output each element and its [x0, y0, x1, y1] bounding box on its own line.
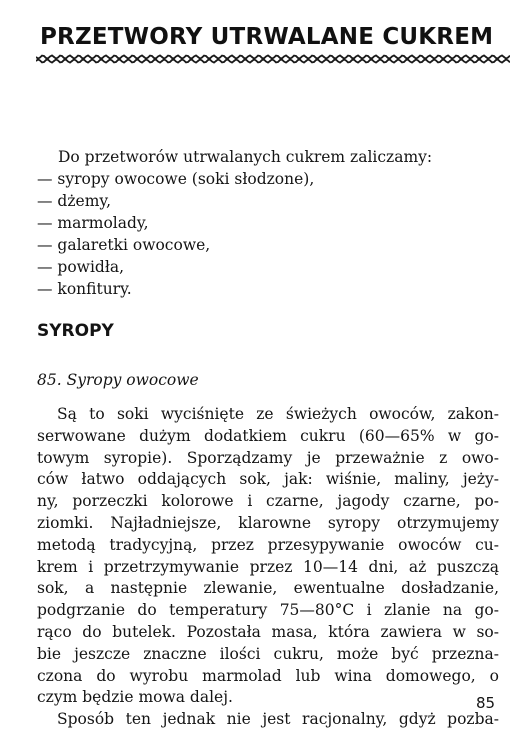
- list-item: — powidła,: [37, 258, 125, 276]
- body-line: rąco do butelek. Pozostała masa, która zawiera w so-: [37, 622, 499, 641]
- body-line: sok, a następnie zlewanie, ewentualne dosładzanie,: [37, 579, 499, 598]
- section-heading: SYROPY: [37, 321, 114, 341]
- body-line: czym będzie mowa dalej.: [37, 688, 233, 707]
- body-line: krem i przetrzymywanie przez 10—14 dni, aż puszczą: [37, 557, 499, 576]
- body-line: podgrzanie do temperatury 75—80°C i zlanie na go-: [37, 601, 499, 620]
- list-item: — konfitury.: [37, 280, 132, 298]
- body-line: bie jeszcze znaczne ilości cukru, może być przezna-: [37, 644, 499, 663]
- title-wavy-rule: [36, 52, 510, 66]
- body-line: serwowane dużym dodatkiem cukru (60—65% w go-: [37, 426, 499, 445]
- intro-text: Do przetworów utrwalanych cukrem zaliczamy:: [58, 148, 433, 166]
- body-line: Są to soki wyciśnięte ze świeżych owoców, zakon-: [57, 405, 499, 423]
- recipe-title: 85. Syropy owocowe: [37, 371, 199, 389]
- body-line: metodą tradycyjną, przez przesypywanie owoców cu-: [37, 535, 499, 554]
- list-item: — marmolady,: [37, 214, 149, 232]
- title-rule-line-lower: [36, 59, 510, 62]
- page-number: 85: [476, 694, 496, 712]
- list-item: — syropy owocowe (soki słodzone),: [37, 170, 315, 188]
- page-title: PRZETWORY UTRWALANE CUKREM: [40, 24, 494, 50]
- list-item: — dżemy,: [37, 192, 112, 210]
- title-rule-line-upper: [36, 55, 510, 58]
- body-line: ziomki. Najładniejsze, klarowne syropy otrzymujemy: [37, 513, 499, 532]
- list-item: — galaretki owocowe,: [37, 236, 211, 254]
- body-line: ny, porzeczki kolorowe i czarne, jagody czarne, po-: [37, 492, 499, 511]
- body-line: Sposób ten jednak nie jest racjonalny, gdyż pozba-: [57, 710, 499, 729]
- body-paragraph: [37, 404, 499, 731]
- body-line: ców łatwo oddających sok, jak: wiśnie, maliny, jeży-: [37, 470, 499, 489]
- body-line: towym syropie). Sporządzamy je przeważnie z owo-: [37, 448, 499, 467]
- body-line: czona do wyrobu marmolad lub wina domowego, o: [37, 666, 499, 685]
- preserves-list: [37, 168, 314, 300]
